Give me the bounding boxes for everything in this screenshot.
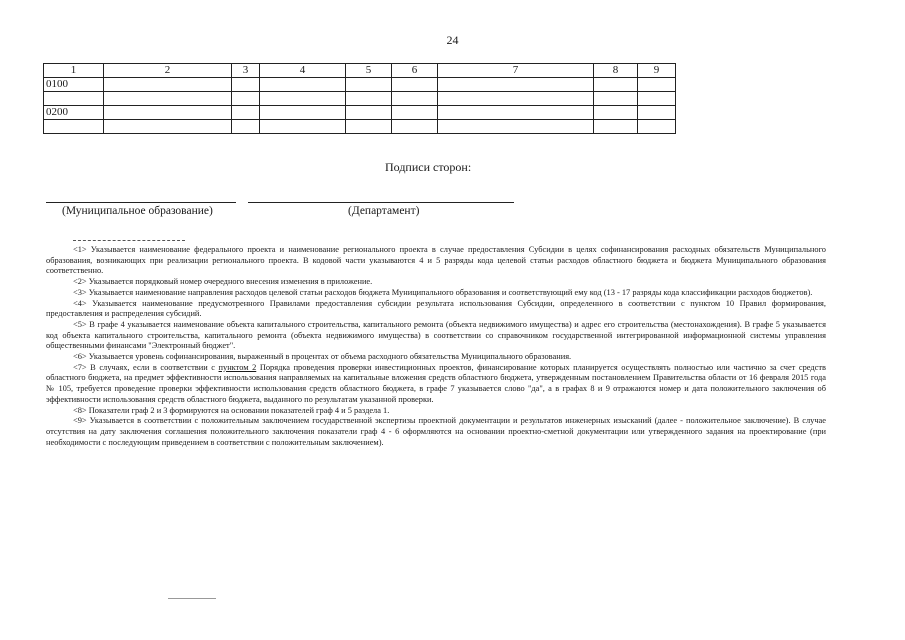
signature-line-department	[248, 202, 514, 203]
table-cell	[104, 78, 232, 92]
bottom-mark	[168, 598, 216, 599]
table-row	[44, 120, 676, 134]
table-cell	[438, 120, 594, 134]
table-row	[44, 92, 676, 106]
table-cell	[104, 106, 232, 120]
signature-line-municipality	[46, 202, 236, 203]
table-header-cell: 3	[232, 64, 260, 78]
table-cell	[346, 78, 392, 92]
footnote-separator	[73, 240, 185, 241]
table-cell	[260, 92, 346, 106]
table-cell	[232, 92, 260, 106]
table-cell	[260, 78, 346, 92]
table-cell	[638, 92, 676, 106]
footnote: <2> Указывается порядковый номер очередного внесения изменения в приложение.	[73, 277, 373, 287]
table-header-cell: 5	[346, 64, 392, 78]
table-cell	[44, 92, 104, 106]
table-cell	[638, 106, 676, 120]
municipality-signature-label: (Муниципальное образование)	[62, 205, 213, 217]
table-cell	[232, 106, 260, 120]
page-number: 24	[446, 33, 459, 47]
footnote-text: <7> В случаях, если в соответствии с	[73, 362, 219, 372]
footnote: <3> Указывается наименование направления расходов целевой статьи расходов бюджета Муниципального образования и соответствующий ему код (13 - 17 разряды кода классификации расходов бюджетов).	[73, 287, 813, 297]
table-cell	[392, 120, 438, 134]
footnote-text: Порядка проведения проверки инвестиционных проектов, финансирование которых планируется осуществлять полностью или частично за счет средств областного бюджета, на предмет эффективности использования направляемых на капитальные вложения средств областного бюджета, утвержденным постановлением Правительства области от 16 февраля 2015 года № 105, требуется проведение проверки эффективности использования средств областного бюджета, в графе 7 указывается слово "да", а в графах 8 и 9 отражаются номер и дата положительного заключения об эффективности использования средств областного бюджета, выданного по результатам указанной проверки.	[46, 362, 826, 404]
table-header-cell: 7	[438, 64, 594, 78]
table-cell	[594, 78, 638, 92]
footnote: <1> Указывается наименование федерального проекта и наименование регионального проекта в случае предоставления Субсидии в целях софинансирования расходных обязательств Муниципального образования, возникающих при реализации регионального проекта. В кодовой части указываются 4 и 5 разряды кода целевой статьи расходов областного бюджета и бюджета Муниципального образования соответственно.	[46, 245, 826, 276]
footnote: <4> Указывается наименование предусмотренного Правилами предоставления субсидии результата использования Субсидии, определенного в соответствии с пунктом 10 Правил формирования, предоставления и распределения субсидий.	[46, 298, 826, 319]
footnote	[46, 363, 826, 406]
table-cell	[438, 106, 594, 120]
footnote: <5> В графе 4 указывается наименование объекта капитального строительства, капитального ремонта (объекта недвижимого имущества) и адрес его строительства (местонахождения). В графе 5 указывается код объекта капитального строительства, капитального ремонта (объекта недвижимого имущества) в соответствии со справочником государственной интегрированной информационной системы управления общественными финансами "Электронный бюджет".	[46, 319, 826, 351]
table-header-row	[44, 64, 676, 78]
table-cell	[594, 120, 638, 134]
table-cell	[392, 78, 438, 92]
table-cell	[44, 120, 104, 134]
table-row	[44, 78, 676, 92]
table-header-cell: 8	[594, 64, 638, 78]
table-cell	[638, 78, 676, 92]
table-cell	[392, 106, 438, 120]
table-header-cell: 4	[260, 64, 346, 78]
department-signature-label: (Департамент)	[348, 205, 420, 217]
table-header-cell: 6	[392, 64, 438, 78]
footnote-link[interactable]: пунктом 2	[218, 362, 257, 372]
footnote: <8> Показатели граф 2 и 3 формируются на основании показателей граф 4 и 5 раздела 1.	[73, 405, 390, 415]
table-cell	[438, 78, 594, 92]
table-cell: 0100	[44, 78, 104, 92]
table-cell	[104, 92, 232, 106]
signatures-title: Подписи сторон:	[385, 160, 472, 174]
table-cell	[594, 106, 638, 120]
table-cell	[232, 78, 260, 92]
footnote: <6> Указывается уровень софинансирования, выраженный в процентах от объема расходного обязательства Муниципального образования.	[73, 352, 572, 362]
table-cell	[260, 120, 346, 134]
table-cell	[594, 92, 638, 106]
table-cell	[346, 92, 392, 106]
table-header-cell: 9	[638, 64, 676, 78]
table-header-cell: 2	[104, 64, 232, 78]
table-cell	[232, 120, 260, 134]
data-table	[43, 63, 676, 134]
table-cell	[346, 120, 392, 134]
table-cell: 0200	[44, 106, 104, 120]
footnotes	[46, 245, 826, 448]
table-cell	[638, 120, 676, 134]
table-cell	[260, 106, 346, 120]
table-row	[44, 106, 676, 120]
table-cell	[438, 92, 594, 106]
table-cell	[104, 120, 232, 134]
table-header-cell: 1	[44, 64, 104, 78]
table-cell	[346, 106, 392, 120]
footnote: <9> Указывается в соответствии с положительным заключением государственной экспертизы проектной документации и результатов инженерных изысканий (далее - положительное заключение). В случае отсутствия на дату заключения соглашения положительного заключения показатели граф 4 - 6 оформляются на основании проектно-сметной документации или утвержденного задания на проектирование (при необходимости с последующим приведением в соответствии с положительным заключением).	[46, 416, 826, 447]
table-cell	[392, 92, 438, 106]
